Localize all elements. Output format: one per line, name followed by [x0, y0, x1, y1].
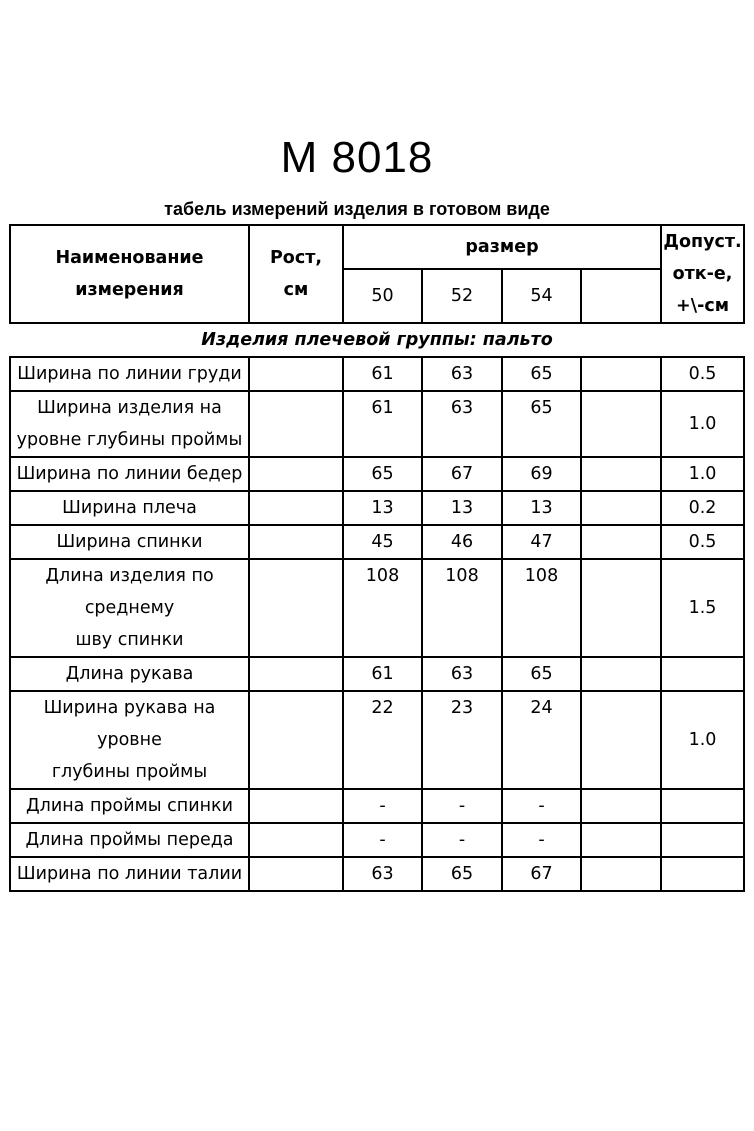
- value-cell: 13: [502, 491, 581, 525]
- empty-size-cell: [581, 657, 661, 691]
- empty-size-cell: [581, 491, 661, 525]
- tolerance-cell: [661, 823, 744, 857]
- value-cell: 65: [502, 391, 581, 457]
- value-cell: 61: [343, 357, 422, 391]
- value-cell: -: [343, 823, 422, 857]
- header-name-line-2: измерения: [75, 280, 184, 300]
- table-row: [10, 457, 744, 491]
- measurement-name-line: Ширина по линии груди: [17, 364, 242, 384]
- table-row: [10, 491, 744, 525]
- measurement-name: [10, 491, 249, 525]
- value-cell: 13: [343, 491, 422, 525]
- height-cell: [249, 691, 343, 789]
- measurement-name: [10, 457, 249, 491]
- measurement-name-line: глубины проймы: [51, 762, 208, 782]
- model-title: M 8018: [280, 133, 434, 182]
- header-name-line-1: Наименование: [55, 248, 204, 268]
- tolerance-cell: [661, 789, 744, 823]
- value-cell: -: [422, 789, 502, 823]
- empty-size-cell: [581, 357, 661, 391]
- table-row: [10, 559, 744, 657]
- height-cell: [249, 789, 343, 823]
- header-size-label: размер: [343, 225, 661, 269]
- table-row: [10, 657, 744, 691]
- measurement-name-line: Длина рукава: [65, 664, 194, 684]
- measurement-name-line: Длина проймы переда: [25, 830, 234, 850]
- measurement-name: [10, 691, 249, 789]
- value-cell: 69: [502, 457, 581, 491]
- table-row: [10, 789, 744, 823]
- value-cell: 61: [343, 657, 422, 691]
- tolerance-cell: 1.0: [661, 691, 744, 789]
- size-54: 54: [502, 269, 581, 323]
- header-measurement-name: [10, 225, 249, 323]
- measurement-name: [10, 857, 249, 891]
- table-row: [10, 857, 744, 891]
- table-row: [10, 357, 744, 391]
- value-cell: 63: [343, 857, 422, 891]
- section-title: Изделия плечевой группы: пальто: [10, 323, 744, 357]
- table-row: [10, 525, 744, 559]
- height-cell: [249, 391, 343, 457]
- value-cell: 67: [502, 857, 581, 891]
- header-height-line-1: Рост,: [269, 248, 322, 268]
- measurement-name-line: уровне глубины проймы: [16, 430, 243, 450]
- header-tolerance: [661, 225, 744, 323]
- value-cell: 65: [422, 857, 502, 891]
- height-cell: [249, 823, 343, 857]
- empty-size-cell: [581, 391, 661, 457]
- measurement-name-line: Ширина плеча: [62, 498, 197, 518]
- empty-size-cell: [581, 457, 661, 491]
- value-cell: 61: [343, 391, 422, 457]
- value-cell: 63: [422, 357, 502, 391]
- value-cell: 63: [422, 391, 502, 457]
- value-cell: 65: [502, 357, 581, 391]
- tolerance-cell: 1.0: [661, 391, 744, 457]
- header-height: [249, 225, 343, 323]
- tolerance-cell: 1.0: [661, 457, 744, 491]
- size-52: 52: [422, 269, 502, 323]
- value-cell: 108: [343, 559, 422, 657]
- height-cell: [249, 525, 343, 559]
- height-cell: [249, 491, 343, 525]
- measurement-name-line: шву спинки: [75, 630, 184, 650]
- header-tol-line-1: Допуст.: [663, 232, 742, 252]
- measurement-name-line: Ширина по линии талии: [16, 864, 243, 884]
- measurement-name-line: Длина проймы спинки: [26, 796, 233, 816]
- empty-size-cell: [581, 525, 661, 559]
- value-cell: 45: [343, 525, 422, 559]
- section-row: [10, 323, 744, 357]
- height-cell: [249, 457, 343, 491]
- size-empty: [581, 269, 661, 323]
- measurement-name-line: Длина изделия по: [45, 566, 214, 586]
- measurement-name-line: Ширина рукава на уровне: [43, 698, 216, 750]
- header-tol-line-2: отк-е,: [672, 264, 733, 284]
- empty-size-cell: [581, 857, 661, 891]
- tolerance-cell: [661, 657, 744, 691]
- table-row: [10, 391, 744, 457]
- height-cell: [249, 559, 343, 657]
- height-cell: [249, 857, 343, 891]
- height-cell: [249, 357, 343, 391]
- value-cell: 63: [422, 657, 502, 691]
- measurement-name: [10, 525, 249, 559]
- empty-size-cell: [581, 559, 661, 657]
- measurement-name-line: Ширина по линии бедер: [16, 464, 243, 484]
- measurement-name-line: Ширина изделия на: [37, 398, 222, 418]
- value-cell: 46: [422, 525, 502, 559]
- value-cell: 22: [343, 691, 422, 789]
- value-cell: 67: [422, 457, 502, 491]
- value-cell: -: [343, 789, 422, 823]
- tolerance-cell: 0.5: [661, 357, 744, 391]
- table-subtitle: табель измерений изделия в готовом виде: [164, 199, 550, 219]
- value-cell: 47: [502, 525, 581, 559]
- measurement-name-line: Ширина спинки: [56, 532, 203, 552]
- tolerance-cell: 1.5: [661, 559, 744, 657]
- value-cell: 65: [343, 457, 422, 491]
- table-row: [10, 823, 744, 857]
- header-row: [10, 225, 744, 269]
- measurement-name: [10, 357, 249, 391]
- tolerance-cell: 0.2: [661, 491, 744, 525]
- height-cell: [249, 657, 343, 691]
- value-cell: 13: [422, 491, 502, 525]
- header-tol-line-3: +\-см: [676, 296, 730, 316]
- value-cell: 23: [422, 691, 502, 789]
- size-50: 50: [343, 269, 422, 323]
- empty-size-cell: [581, 789, 661, 823]
- value-cell: -: [502, 823, 581, 857]
- measurement-name: [10, 657, 249, 691]
- header-height-line-2: см: [283, 280, 309, 300]
- value-cell: -: [502, 789, 581, 823]
- value-cell: 108: [422, 559, 502, 657]
- table-row: [10, 691, 744, 789]
- measurement-table: [9, 224, 745, 892]
- value-cell: 65: [502, 657, 581, 691]
- empty-size-cell: [581, 823, 661, 857]
- value-cell: -: [422, 823, 502, 857]
- value-cell: 24: [502, 691, 581, 789]
- value-cell: 108: [502, 559, 581, 657]
- tolerance-cell: 0.5: [661, 525, 744, 559]
- tolerance-cell: [661, 857, 744, 891]
- measurement-name: [10, 391, 249, 457]
- measurement-name-line: среднему: [84, 598, 175, 618]
- empty-size-cell: [581, 691, 661, 789]
- measurement-name: [10, 559, 249, 657]
- measurement-name: [10, 823, 249, 857]
- measurement-name: [10, 789, 249, 823]
